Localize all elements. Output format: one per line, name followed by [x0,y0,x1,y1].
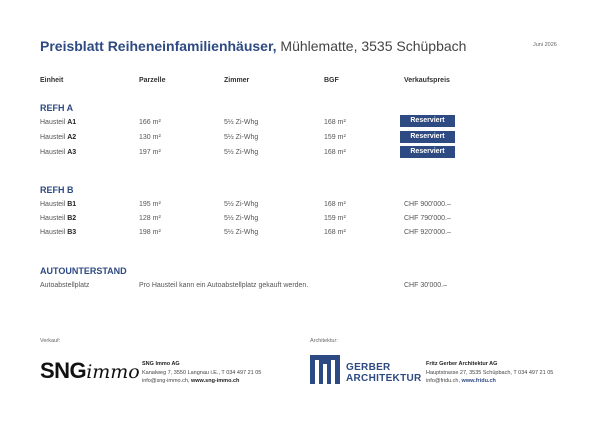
table-cell-price: CHF 900'000.– [404,201,451,208]
table-row-unit: Hausteil B1 [40,201,77,208]
col-header-einheit: Einheit [40,77,64,84]
gerber-web-line [426,377,553,386]
gerber-web-link[interactable]: www.fridu.ch [461,378,496,384]
table-row-unit: Hausteil A1 [40,119,77,126]
table-row-unit: Hausteil B2 [40,215,77,222]
table-cell-label: Autoabstellplatz [40,282,90,289]
sng-address: Kanalweg 7, 3550 Langnau i.E., T 034 497 21 05 [142,369,262,376]
table-cell-parzelle: 166 m² [139,119,161,126]
section-title-refh-b: REFH B [40,185,74,195]
table-row-unit: Hausteil A2 [40,134,77,141]
gerber-logo-icon [310,355,340,384]
table-cell-parzelle: 195 m² [139,201,161,208]
table-row-unit: Hausteil B3 [40,229,77,236]
table-cell-parzelle: 197 m² [139,149,161,156]
table-cell-parzelle: 128 m² [139,215,161,222]
architektur-label: Architektur: [310,338,338,344]
table-cell-bgf: 159 m² [324,134,346,141]
table-cell-zimmer: 5½ Zi-Whg [224,201,259,208]
table-cell-zimmer: 5½ Zi-Whg [224,229,259,236]
gerber-logo-text: GERBER ARCHITEKTUR [346,362,422,384]
table-cell-bgf: 168 m² [324,229,346,236]
sng-contact [142,360,261,386]
table-cell-parzelle: 198 m² [139,229,161,236]
sng-web-line [142,377,261,386]
table-cell-price: CHF 920'000.– [404,229,451,236]
gerber-company-name: Fritz Gerber Architektur AG [426,361,498,367]
col-header-parzelle: Parzelle [139,77,166,84]
section-title-refh-a: REFH A [40,103,74,113]
page-title [40,38,466,54]
col-header-verkaufspreis: Verkaufspreis [404,77,450,84]
table-cell-bgf: 159 m² [324,215,346,222]
section-title-autounterstand: AUTOUNTERSTAND [40,266,127,276]
sng-company-name: SNG Immo AG [142,361,180,367]
gerber-address: Hauptstrasse 27, 3535 Schüpbach, T 034 497 21 05 [426,369,554,376]
col-header-bgf: BGF [324,77,339,84]
table-row-unit: Hausteil A3 [40,149,77,156]
table-cell-zimmer: 5½ Zi-Whg [224,149,259,156]
sng-web-link[interactable]: www.sng-immo.ch [191,378,240,384]
table-cell-parzelle: 130 m² [139,134,161,141]
reserved-badge: Reserviert [400,146,455,158]
table-cell-zimmer: 5½ Zi-Whg [224,119,259,126]
sng-logo: SNGimmo [40,358,140,383]
table-cell-note: Pro Hausteil kann ein Autoabstellplatz gekauft werden. [139,282,309,289]
sng-email-link[interactable]: info@sng-immo.ch, [142,378,191,384]
reserved-badge: Reserviert [400,131,455,143]
col-header-zimmer: Zimmer [224,77,250,84]
table-cell-bgf: 168 m² [324,149,346,156]
reserved-badge: Reserviert [400,115,455,127]
gerber-contact [426,360,553,386]
table-cell-bgf: 168 m² [324,119,346,126]
table-cell-price: CHF 790'000.– [404,215,451,222]
table-cell-bgf: 168 m² [324,201,346,208]
table-cell-zimmer: 5½ Zi-Whg [224,215,259,222]
gerber-email-link[interactable]: info@fridu.ch, [426,378,462,384]
table-cell-price: CHF 30'000.– [404,282,447,289]
table-cell-zimmer: 5½ Zi-Whg [224,134,259,141]
verkauf-label: Verkauf: [40,338,61,344]
title-bold: Preisblatt Reiheneinfamilienhäuser, [40,38,277,54]
title-location: Mühlematte, 3535 Schüpbach [276,38,467,54]
date-label: Juni 2026 [533,42,557,48]
